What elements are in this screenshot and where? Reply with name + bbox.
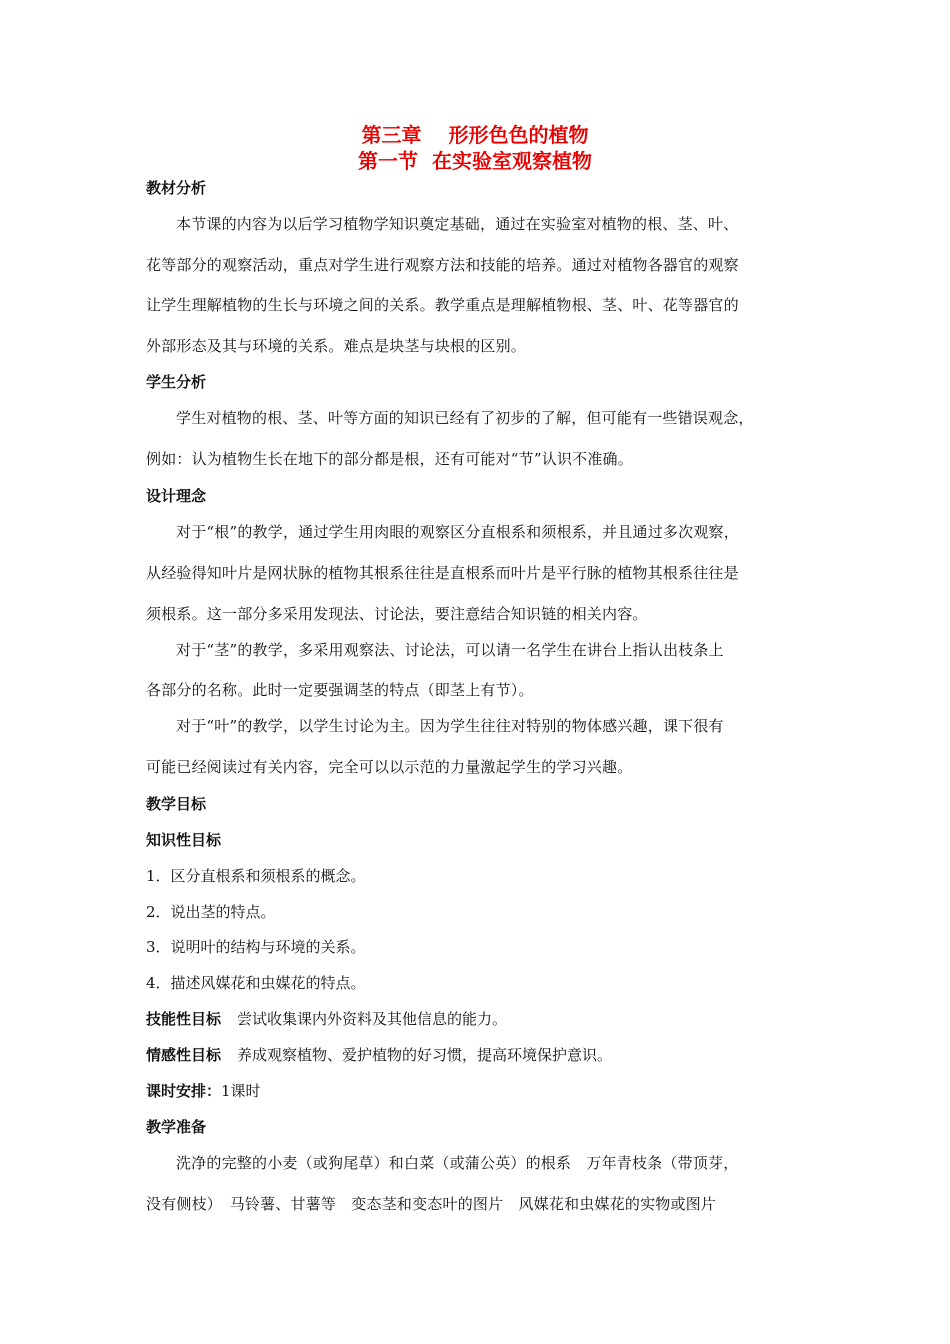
design-concept-line: 对于“叶”的教学，以学生讨论为主。因为学生往往对特别的物体感兴趣，课下很有 xyxy=(176,717,724,735)
schedule-label: 课时安排： xyxy=(146,1082,222,1100)
emotion-goal-row xyxy=(146,1045,612,1065)
material-analysis-line: 本节课的内容为以后学习植物学知识奠定基础，通过在实验室对植物的根、茎、叶、 xyxy=(176,215,739,233)
skill-goal-row xyxy=(146,1009,507,1029)
material-analysis-line: 让学生理解植物的生长与环境之间的关系。教学重点是理解植物根、茎、叶、花等器官的 xyxy=(146,296,739,314)
emotion-goal-label: 情感性目标 xyxy=(146,1046,222,1064)
knowledge-goal-item: 2．说出茎的特点。 xyxy=(146,903,276,921)
material-analysis-line: 外部形态及其与环境的关系。难点是块茎与块根的区别。 xyxy=(146,337,527,355)
design-concept-line: 各部分的名称。此时一定要强调茎的特点（即茎上有节）。 xyxy=(146,681,534,699)
teaching-goals-heading: 教学目标 xyxy=(146,795,207,813)
design-concept-line: 从经验得知叶片是网状脉的植物其根系往往是直根系而叶片是平行脉的植物其根系往往是 xyxy=(146,564,739,582)
preparation-line: 洗净的完整的小麦（或狗尾草）和白菜（或蒲公英）的根系 万年青枝条（带顶芽， xyxy=(176,1154,739,1172)
student-analysis-line: 例如：认为植物生长在地下的部分都是根，还有可能对“节”认识不准确。 xyxy=(146,450,633,468)
preparation-heading: 教学准备 xyxy=(146,1118,207,1136)
preparation-line: 没有侧枝） 马铃薯、甘薯等 变态茎和变态叶的图片 风媒花和虫媒花的实物或图片 xyxy=(146,1195,717,1213)
design-concept-line: 对于“茎”的教学，多采用观察法、讨论法，可以请一名学生在讲台上指认出枝条上 xyxy=(176,641,724,659)
design-concept-heading: 设计理念 xyxy=(146,487,207,505)
skill-goal-label: 技能性目标 xyxy=(146,1010,222,1028)
material-analysis-line: 花等部分的观察活动，重点对学生进行观察方法和技能的培养。通过对植物各器官的观察 xyxy=(146,256,739,274)
design-concept-line: 对于“根”的教学，通过学生用肉眼的观察区分直根系和须根系，并且通过多次观察， xyxy=(176,523,739,541)
chapter-title: 第三章 形形色色的植物 xyxy=(361,123,589,147)
knowledge-goal-item: 1．区分直根系和须根系的概念。 xyxy=(146,867,366,885)
schedule-value: 1课时 xyxy=(221,1082,261,1100)
design-concept-line: 可能已经阅读过有关内容，完全可以以示范的力量激起学生的学习兴趣。 xyxy=(146,758,633,776)
student-analysis-heading: 学生分析 xyxy=(146,373,207,391)
skill-goal-text: 尝试收集课内外资料及其他信息的能力。 xyxy=(237,1010,508,1028)
emotion-goal-text: 养成观察植物、爱护植物的好习惯，提高环境保护意识。 xyxy=(237,1046,613,1064)
section-title: 第一节 在实验室观察植物 xyxy=(358,149,592,173)
knowledge-goal-item: 3．说明叶的结构与环境的关系。 xyxy=(146,938,366,956)
student-analysis-line: 学生对植物的根、茎、叶等方面的知识已经有了初步的了解，但可能有一些错误观念， xyxy=(176,409,754,427)
material-analysis-heading: 教材分析 xyxy=(146,179,207,197)
schedule-row xyxy=(146,1081,261,1101)
knowledge-goal-item: 4．描述风媒花和虫媒花的特点。 xyxy=(146,974,366,992)
design-concept-line: 须根系。这一部分多采用发现法、讨论法，要注意结合知识链的相关内容。 xyxy=(146,605,648,623)
knowledge-goals-heading: 知识性目标 xyxy=(146,831,222,849)
